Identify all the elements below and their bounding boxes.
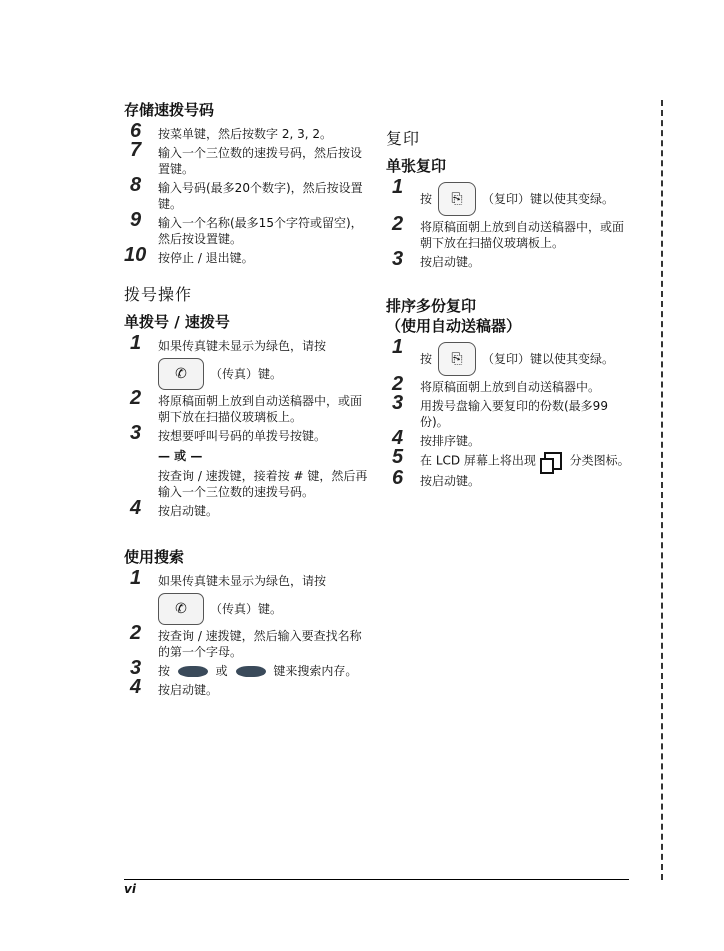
- step-text: 或: [215, 664, 228, 678]
- section-subheading: （使用自动送稿器）: [386, 317, 522, 335]
- step-item: [124, 244, 370, 266]
- key-label: （传真）键。: [210, 602, 283, 616]
- step-number: 10: [124, 244, 147, 266]
- copy-section: [386, 128, 632, 270]
- step-text: 键来搜索内存。: [273, 664, 358, 678]
- step-text: （复印）键以使其变绿。: [482, 192, 615, 206]
- right-arrow-key-icon: [236, 666, 266, 677]
- step-item: [386, 248, 632, 270]
- step-text: 按查询 / 速拨键，然后输入要查找名称的第一个字母。: [158, 629, 362, 659]
- fax-key-icon: ✆: [158, 358, 204, 390]
- key-line: [158, 593, 370, 625]
- step-text: 按启动键。: [158, 683, 219, 697]
- key-label: （传真）键。: [210, 367, 283, 381]
- step-item: [124, 497, 370, 519]
- step-number: 8: [130, 174, 142, 196]
- step-text: 分类图标。: [569, 453, 630, 468]
- step-number: 2: [130, 387, 142, 409]
- step-text: 按想要呼叫号码的单拨号按键。: [158, 429, 327, 443]
- step-number: 3: [392, 392, 404, 414]
- step-number: 4: [392, 427, 404, 449]
- step-number: 6: [392, 467, 404, 489]
- footer-rule: [124, 879, 629, 880]
- step-text: 输入号码(最多20个数字)，然后按设置键。: [158, 181, 363, 211]
- step-item: [124, 657, 370, 679]
- section-title: 复印: [386, 129, 421, 148]
- step-item: [386, 392, 632, 430]
- step-item: [386, 373, 632, 395]
- left-arrow-key-icon: [178, 666, 208, 677]
- step-text: 按启动键。: [420, 255, 481, 269]
- step-item: [124, 622, 370, 660]
- step-text: 按停止 / 退出键。: [158, 251, 254, 265]
- step-text: 按菜单键，然后按数字 2, 3, 2。: [158, 127, 332, 141]
- step-text: 按启动键。: [420, 474, 481, 488]
- step-item: [124, 332, 370, 390]
- step-number: 7: [130, 139, 142, 161]
- section-heading: 使用搜索: [124, 548, 185, 566]
- step-number: 4: [130, 497, 142, 519]
- step-number: 3: [130, 657, 142, 679]
- step-item: [124, 139, 370, 177]
- step-number: 2: [392, 373, 404, 395]
- step-text: 将原稿面朝上放到自动送稿器中，或面朝下放在扫描仪玻璃板上。: [420, 220, 625, 250]
- speed-dial-store-section: [124, 100, 370, 266]
- step-number: 1: [392, 176, 404, 198]
- step-number: 1: [130, 332, 142, 354]
- page-number: vi: [124, 882, 136, 896]
- step-text: 输入一个名称(最多15个字符或留空)，然后按设置键。: [158, 216, 363, 246]
- step-text: 按排序键。: [420, 434, 481, 448]
- step-number: 3: [130, 422, 142, 444]
- search-section: [124, 547, 370, 698]
- step-item: [386, 427, 632, 449]
- copy-key-icon: ⎘: [438, 182, 476, 216]
- step-number: 2: [130, 622, 142, 644]
- step-item: [124, 209, 370, 247]
- step-item: [124, 567, 370, 625]
- step-item: [124, 120, 370, 142]
- step-item: [386, 467, 632, 489]
- copy-key-icon: ⎘: [438, 342, 476, 376]
- sort-icon: [544, 452, 562, 470]
- step-number: 3: [392, 248, 404, 270]
- step-number: 1: [392, 336, 404, 358]
- step-text: 用拨号盘输入要复印的份数(最多99份)。: [420, 399, 608, 429]
- step-item: [386, 213, 632, 251]
- sort-copy-section: [386, 296, 632, 489]
- or-separator: — 或 —: [158, 449, 203, 463]
- step-number: 4: [130, 676, 142, 698]
- step-alt-text: 按查询 / 速拨键，接着按 # 键，然后再输入一个三位数的速拨号码。: [158, 469, 368, 499]
- key-line: [158, 358, 370, 390]
- left-column: [124, 100, 370, 716]
- step-number: 5: [392, 446, 404, 468]
- fax-key-icon: ✆: [158, 593, 204, 625]
- step-text: 如果传真键未显示为绿色，请按: [158, 339, 327, 353]
- step-text: （复印）键以使其变绿。: [482, 352, 615, 366]
- step-number: 9: [130, 209, 142, 231]
- key-line: [420, 342, 632, 376]
- step-number: 6: [130, 120, 142, 142]
- section-heading: 单拨号 / 速拨号: [124, 313, 230, 331]
- step-item: [124, 387, 370, 425]
- step-number: 2: [392, 213, 404, 235]
- step-item: [386, 446, 632, 470]
- step-text: 输入一个三位数的速拨号码，然后按设置键。: [158, 146, 363, 176]
- section-heading: 排序多份复印: [386, 297, 477, 315]
- step-item: [124, 422, 370, 500]
- step-item: [124, 676, 370, 698]
- key-line: [420, 182, 632, 216]
- section-title: 拨号操作: [124, 285, 193, 304]
- step-text: 将原稿面朝上放到自动送稿器中。: [420, 380, 601, 394]
- step-text: 将原稿面朝上放到自动送稿器中，或面朝下放在扫描仪玻璃板上。: [158, 394, 363, 424]
- step-text: 如果传真键未显示为绿色，请按: [158, 574, 327, 588]
- step-text: 在 LCD 屏幕上将出现: [420, 453, 536, 468]
- step-number: 1: [130, 567, 142, 589]
- step-item: [386, 336, 632, 376]
- cut-line-divider: [661, 100, 663, 880]
- step-text: 按启动键。: [158, 504, 219, 518]
- step-text: 按: [420, 192, 433, 206]
- right-column: [386, 128, 632, 507]
- section-heading: 单张复印: [386, 157, 447, 175]
- step-item: [386, 176, 632, 216]
- step-text: 按: [158, 664, 171, 678]
- section-heading: 存储速拨号码: [124, 101, 215, 119]
- step-text: 按: [420, 352, 433, 366]
- step-item: [124, 174, 370, 212]
- dial-operations-section: [124, 284, 370, 519]
